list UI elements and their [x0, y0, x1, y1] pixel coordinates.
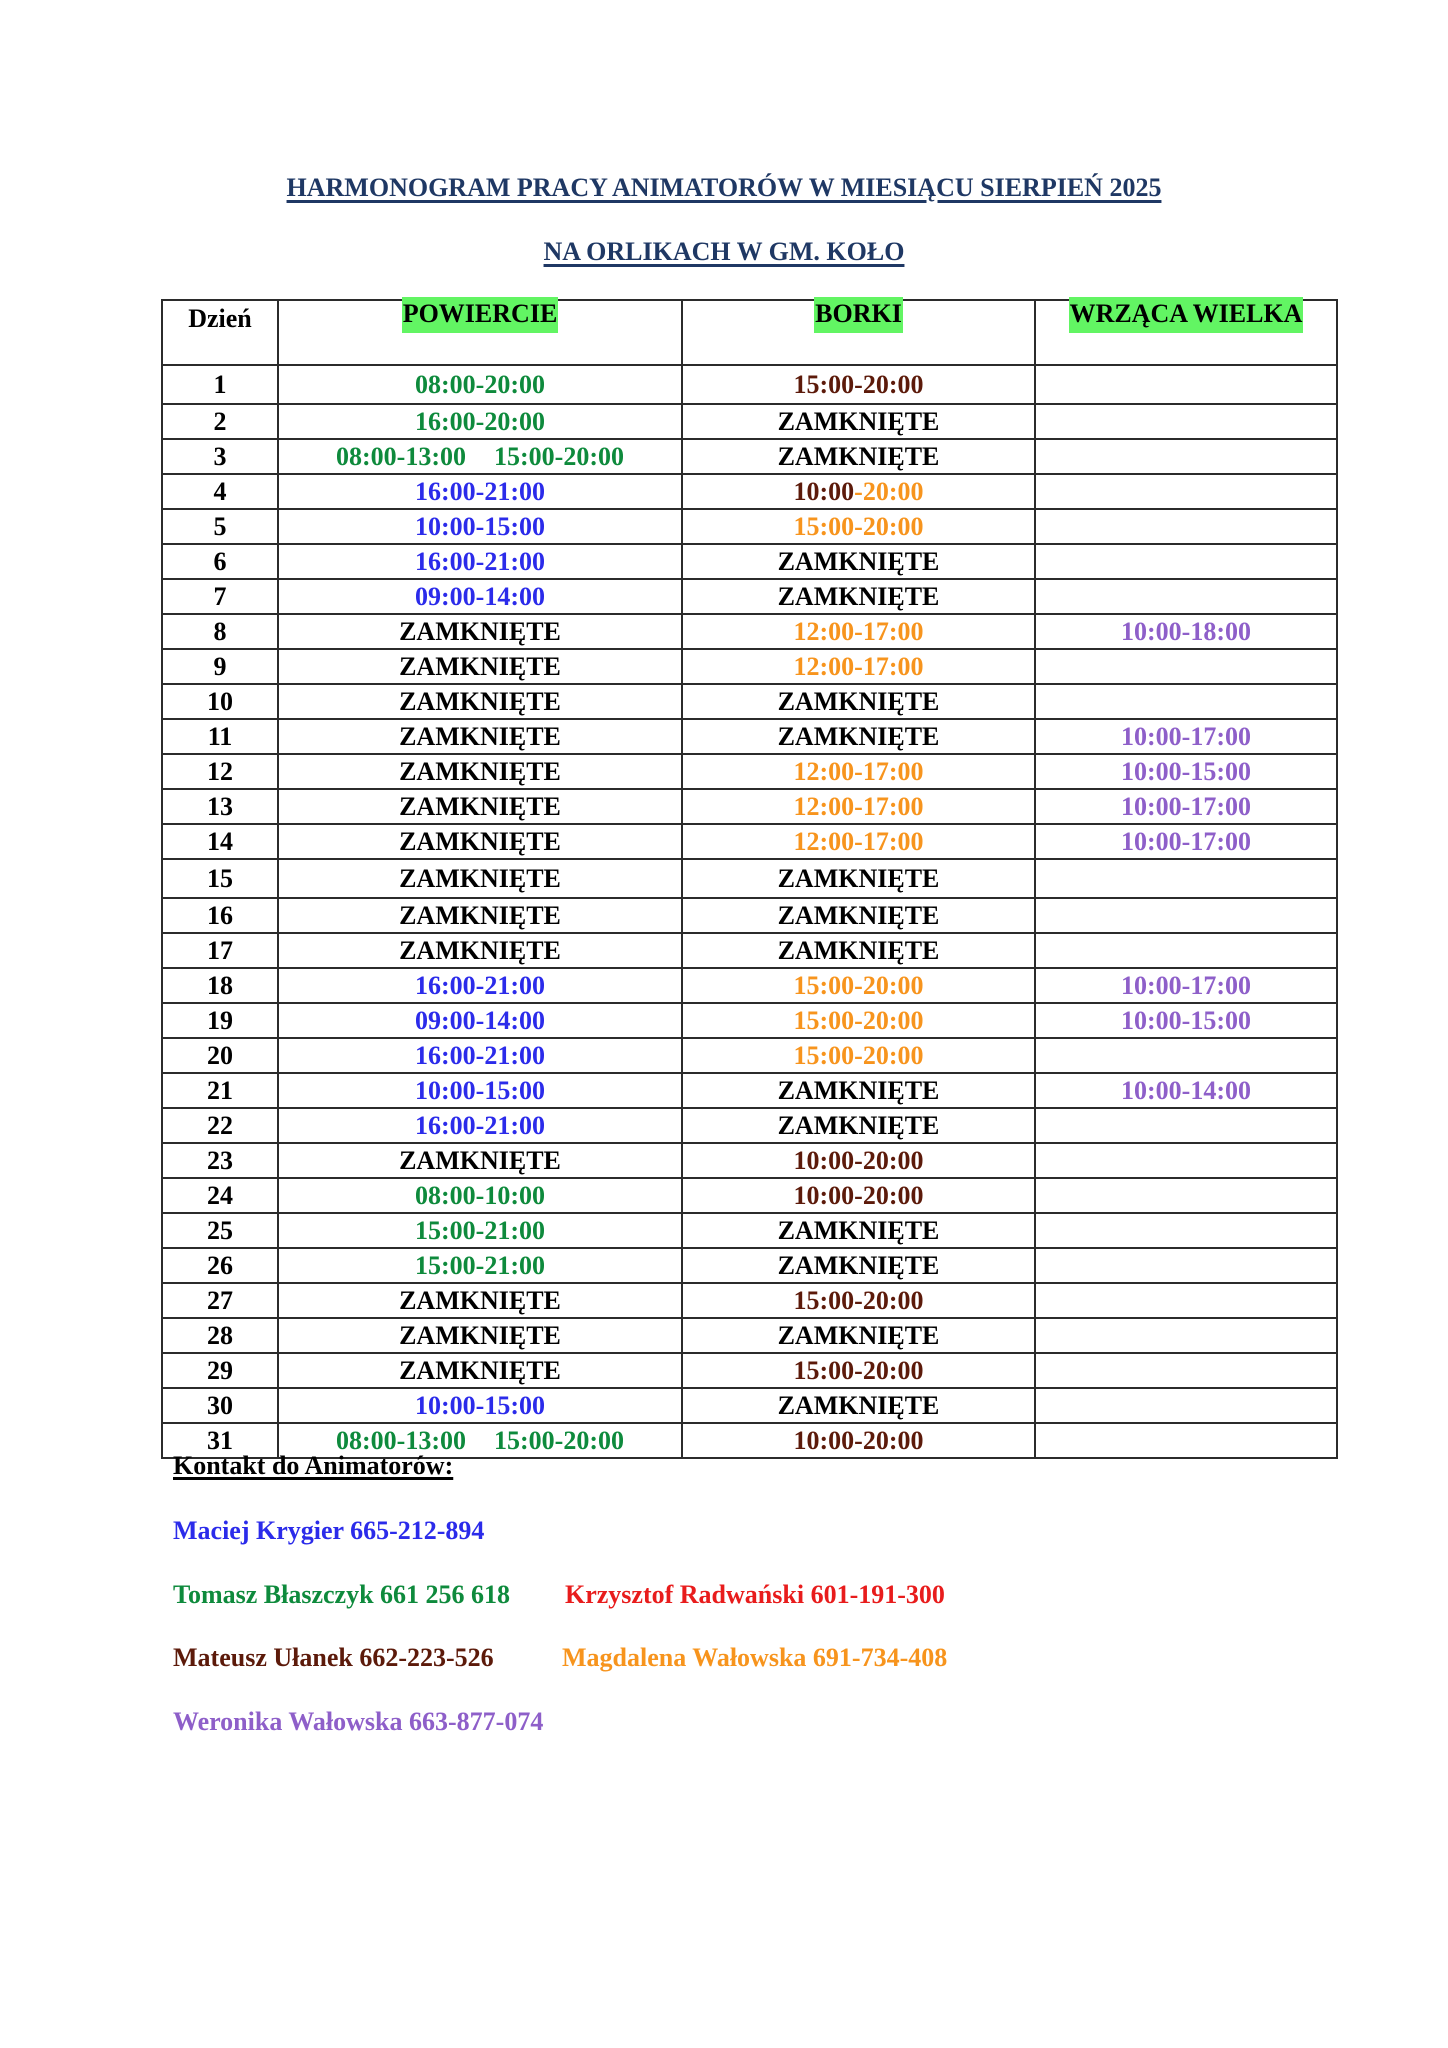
hours-label: -20:00 — [854, 476, 924, 506]
hours-label: 09:00-14:00 — [415, 1005, 545, 1035]
hours-label: 10:00-15:00 — [415, 1075, 545, 1105]
day-cell: 24 — [162, 1178, 278, 1213]
table-row — [162, 1283, 1337, 1318]
table-row — [162, 789, 1337, 824]
contact-entry — [173, 1643, 494, 1672]
powiercie-cell — [278, 719, 682, 754]
hours-label: 10:00-18:00 — [1121, 616, 1251, 646]
borki-cell — [682, 649, 1035, 684]
powiercie-cell — [278, 1318, 682, 1353]
closed-label: ZAMKNIĘTE — [777, 935, 940, 965]
borki-cell — [682, 1073, 1035, 1108]
contact-phone: 665-212-894 — [350, 1516, 485, 1545]
table-row — [162, 1213, 1337, 1248]
day-cell: 19 — [162, 1003, 278, 1038]
closed-label: ZAMKNIĘTE — [399, 826, 561, 856]
powiercie-cell — [278, 1178, 682, 1213]
wrzaca-cell — [1035, 1318, 1337, 1353]
contact-name: Magdalena Wałowska — [562, 1643, 813, 1672]
hours-label: 10:00-17:00 — [1121, 826, 1251, 856]
day-cell: 27 — [162, 1283, 278, 1318]
closed-label: ZAMKNIĘTE — [777, 1075, 940, 1105]
hours-label: 08:00-13:00 — [336, 441, 466, 471]
table-row — [162, 1003, 1337, 1038]
table-row — [162, 1108, 1337, 1143]
borki-cell — [682, 1178, 1035, 1213]
wrzaca-cell — [1035, 614, 1337, 649]
borki-cell — [682, 824, 1035, 859]
closed-label: ZAMKNIĘTE — [399, 1320, 561, 1350]
powiercie-cell — [278, 1353, 682, 1388]
day-cell: 22 — [162, 1108, 278, 1143]
hours-label: 15:00-20:00 — [793, 369, 924, 399]
header-row — [162, 300, 1337, 365]
wrzaca-cell — [1035, 1003, 1337, 1038]
contacts-heading: Kontakt do Animatorów: — [173, 1451, 454, 1480]
day-cell: 23 — [162, 1143, 278, 1178]
hours-label: 15:00-20:00 — [793, 1285, 924, 1315]
contact-phone: 691-734-408 — [812, 1643, 948, 1672]
hours-label: 09:00-14:00 — [415, 581, 545, 611]
powiercie-cell — [278, 1108, 682, 1143]
closed-label: ZAMKNIĘTE — [399, 616, 561, 646]
borki-cell — [682, 1283, 1035, 1318]
borki-cell — [682, 1108, 1035, 1143]
powiercie-cell — [278, 1038, 682, 1073]
wrzaca-cell — [1035, 898, 1337, 933]
day-cell: 21 — [162, 1073, 278, 1108]
day-cell: 9 — [162, 649, 278, 684]
hours-label: 10:00-15:00 — [1121, 1005, 1251, 1035]
page-title — [0, 173, 1448, 203]
closed-label: ZAMKNIĘTE — [399, 1145, 561, 1175]
contact-entry — [565, 1580, 945, 1610]
closed-label: ZAMKNIĘTE — [777, 721, 940, 751]
day-cell: 6 — [162, 544, 278, 579]
powiercie-cell — [278, 365, 682, 404]
hours-label: 10:00-20:00 — [793, 1180, 924, 1210]
wrzaca-cell — [1035, 404, 1337, 439]
powiercie-cell — [278, 1003, 682, 1038]
borki-cell — [682, 365, 1035, 404]
day-cell: 13 — [162, 789, 278, 824]
closed-label: ZAMKNIĘTE — [399, 756, 561, 786]
contact-name: Krzysztof Radwański — [565, 1580, 811, 1609]
header-powiercie-label: POWIERCIE — [402, 297, 559, 333]
closed-label: ZAMKNIĘTE — [399, 791, 561, 821]
wrzaca-cell — [1035, 579, 1337, 614]
hours-label: 15:00-20:00 — [793, 511, 924, 541]
day-cell: 17 — [162, 933, 278, 968]
closed-label: ZAMKNIĘTE — [777, 441, 940, 471]
table-row — [162, 859, 1337, 898]
borki-cell — [682, 1353, 1035, 1388]
wrzaca-cell — [1035, 933, 1337, 968]
borki-cell — [682, 404, 1035, 439]
borki-cell — [682, 439, 1035, 474]
day-cell: 29 — [162, 1353, 278, 1388]
hours-label: 10:00-15:00 — [415, 1390, 545, 1420]
contact-entry — [173, 1516, 484, 1545]
hours-label: 12:00-17:00 — [793, 616, 924, 646]
hours-label: 10:00-14:00 — [1121, 1075, 1251, 1105]
borki-cell — [682, 1388, 1035, 1423]
wrzaca-cell — [1035, 439, 1337, 474]
table-row — [162, 614, 1337, 649]
closed-label: ZAMKNIĘTE — [777, 863, 940, 893]
powiercie-cell — [278, 789, 682, 824]
wrzaca-cell — [1035, 968, 1337, 1003]
contact-line — [173, 1516, 484, 1546]
powiercie-cell — [278, 614, 682, 649]
contact-phone: 662-223-526 — [359, 1643, 494, 1672]
schedule-table — [161, 299, 1338, 1459]
table-row — [162, 544, 1337, 579]
wrzaca-cell — [1035, 509, 1337, 544]
wrzaca-cell — [1035, 1248, 1337, 1283]
hours-label: 10:00-20:00 — [793, 1425, 924, 1455]
borki-cell — [682, 614, 1035, 649]
powiercie-cell — [278, 1388, 682, 1423]
hours-label: 10:00-17:00 — [1121, 791, 1251, 821]
table-row — [162, 1248, 1337, 1283]
header-day-label: Dzień — [188, 304, 252, 333]
closed-label: ZAMKNIĘTE — [399, 651, 561, 681]
table-row — [162, 1388, 1337, 1423]
hours-label: 10:00-20:00 — [793, 1145, 924, 1175]
powiercie-cell — [278, 1248, 682, 1283]
closed-label: ZAMKNIĘTE — [777, 1250, 940, 1280]
wrzaca-cell — [1035, 719, 1337, 754]
wrzaca-cell — [1035, 1213, 1337, 1248]
wrzaca-cell — [1035, 859, 1337, 898]
closed-label: ZAMKNIĘTE — [777, 1110, 940, 1140]
wrzaca-cell — [1035, 649, 1337, 684]
hours-label: 15:00-20:00 — [494, 441, 624, 471]
day-cell: 28 — [162, 1318, 278, 1353]
borki-cell — [682, 859, 1035, 898]
hours-label: 12:00-17:00 — [793, 651, 924, 681]
day-cell: 7 — [162, 579, 278, 614]
header-borki — [682, 300, 1035, 365]
table-row — [162, 1073, 1337, 1108]
hours-label: 10:00-17:00 — [1121, 970, 1251, 1000]
table-row — [162, 404, 1337, 439]
header-day — [162, 300, 278, 365]
powiercie-cell — [278, 1283, 682, 1318]
wrzaca-cell — [1035, 1073, 1337, 1108]
wrzaca-cell — [1035, 365, 1337, 404]
hours-label: 15:00-20:00 — [793, 1355, 924, 1385]
wrzaca-cell — [1035, 474, 1337, 509]
closed-label: ZAMKNIĘTE — [399, 1285, 561, 1315]
table-row — [162, 365, 1337, 404]
table-row — [162, 474, 1337, 509]
closed-label: ZAMKNIĘTE — [399, 863, 561, 893]
contact-name: Tomasz Błaszczyk — [173, 1580, 381, 1609]
header-wrzaca-wielka — [1035, 300, 1337, 365]
hours-label: 10:00-17:00 — [1121, 721, 1251, 751]
powiercie-cell — [278, 439, 682, 474]
table-row — [162, 968, 1337, 1003]
wrzaca-cell — [1035, 1108, 1337, 1143]
day-cell: 14 — [162, 824, 278, 859]
table-row — [162, 754, 1337, 789]
day-cell: 16 — [162, 898, 278, 933]
wrzaca-cell — [1035, 1038, 1337, 1073]
wrzaca-cell — [1035, 1388, 1337, 1423]
wrzaca-cell — [1035, 1283, 1337, 1318]
powiercie-cell — [278, 649, 682, 684]
closed-label: ZAMKNIĘTE — [399, 686, 561, 716]
day-cell: 20 — [162, 1038, 278, 1073]
hours-label: 10:00-15:00 — [415, 511, 545, 541]
day-cell: 30 — [162, 1388, 278, 1423]
table-row — [162, 1143, 1337, 1178]
closed-label: ZAMKNIĘTE — [777, 546, 940, 576]
contact-entry — [562, 1643, 947, 1673]
closed-label: ZAMKNIĘTE — [399, 935, 561, 965]
table-row — [162, 824, 1337, 859]
powiercie-cell — [278, 824, 682, 859]
wrzaca-cell — [1035, 1143, 1337, 1178]
borki-cell — [682, 1318, 1035, 1353]
borki-cell — [682, 1003, 1035, 1038]
borki-cell — [682, 968, 1035, 1003]
closed-label: ZAMKNIĘTE — [777, 581, 940, 611]
borki-cell — [682, 474, 1035, 509]
table-row — [162, 933, 1337, 968]
hours-label: 12:00-17:00 — [793, 756, 924, 786]
day-cell: 25 — [162, 1213, 278, 1248]
wrzaca-cell — [1035, 1353, 1337, 1388]
powiercie-cell — [278, 968, 682, 1003]
table-row — [162, 719, 1337, 754]
page-subtitle — [0, 237, 1448, 267]
day-cell: 2 — [162, 404, 278, 439]
powiercie-cell — [278, 474, 682, 509]
day-cell: 12 — [162, 754, 278, 789]
table-row — [162, 649, 1337, 684]
contact-line — [173, 1643, 948, 1673]
day-cell: 8 — [162, 614, 278, 649]
powiercie-cell — [278, 579, 682, 614]
table-row — [162, 684, 1337, 719]
powiercie-cell — [278, 404, 682, 439]
powiercie-cell — [278, 754, 682, 789]
page-title-text: HARMONOGRAM PRACY ANIMATORÓW W MIESIĄCU SIERPIEŃ 2025 — [286, 173, 1162, 202]
contact-entry — [173, 1707, 543, 1736]
wrzaca-cell — [1035, 544, 1337, 579]
closed-label: ZAMKNIĘTE — [777, 1215, 940, 1245]
closed-label: ZAMKNIĘTE — [777, 1320, 940, 1350]
borki-cell — [682, 933, 1035, 968]
header-wrzaca-wielka-label: WRZĄCA WIELKA — [1069, 297, 1304, 333]
powiercie-cell — [278, 509, 682, 544]
table-row — [162, 439, 1337, 474]
borki-cell — [682, 579, 1035, 614]
borki-cell — [682, 898, 1035, 933]
contact-phone: 663-877-074 — [409, 1707, 544, 1736]
hours-label: 15:00-20:00 — [793, 1005, 924, 1035]
contact-name: Mateusz Ułanek — [173, 1643, 360, 1672]
hours-label: 08:00-10:00 — [415, 1180, 545, 1210]
day-cell: 11 — [162, 719, 278, 754]
powiercie-cell — [278, 1143, 682, 1178]
hours-label: 15:00-21:00 — [415, 1250, 545, 1280]
contact-line — [173, 1580, 945, 1610]
table-row — [162, 1038, 1337, 1073]
closed-label: ZAMKNIĘTE — [399, 721, 561, 751]
contact-entry — [173, 1580, 510, 1609]
closed-label: ZAMKNIĘTE — [399, 1355, 561, 1385]
hours-label: 16:00-21:00 — [415, 970, 545, 1000]
powiercie-cell — [278, 544, 682, 579]
hours-label: 16:00-21:00 — [415, 476, 545, 506]
hours-label: 15:00-20:00 — [793, 970, 924, 1000]
borki-cell — [682, 544, 1035, 579]
day-cell: 31 — [162, 1423, 278, 1458]
borki-cell — [682, 754, 1035, 789]
day-cell: 26 — [162, 1248, 278, 1283]
hours-label: 16:00-20:00 — [415, 406, 545, 436]
borki-cell — [682, 509, 1035, 544]
day-cell: 4 — [162, 474, 278, 509]
hours-label: 10:00 — [793, 476, 855, 506]
day-cell: 10 — [162, 684, 278, 719]
closed-label: ZAMKNIĘTE — [777, 406, 940, 436]
schedule-body — [162, 365, 1337, 1458]
day-cell: 3 — [162, 439, 278, 474]
table-row — [162, 1353, 1337, 1388]
header-powiercie — [278, 300, 682, 365]
borki-cell — [682, 1038, 1035, 1073]
contact-phone: 661 256 618 — [380, 1580, 511, 1609]
wrzaca-cell — [1035, 754, 1337, 789]
hours-label: 15:00-21:00 — [415, 1215, 545, 1245]
powiercie-cell — [278, 684, 682, 719]
contact-line — [173, 1707, 543, 1737]
hours-label: 08:00-13:00 — [336, 1425, 466, 1455]
borki-cell — [682, 789, 1035, 824]
wrzaca-cell — [1035, 1423, 1337, 1458]
day-cell: 5 — [162, 509, 278, 544]
header-borki-label: BORKI — [814, 297, 903, 333]
contact-name: Maciej Krygier — [173, 1516, 351, 1545]
borki-cell — [682, 1248, 1035, 1283]
wrzaca-cell — [1035, 684, 1337, 719]
powiercie-cell — [278, 933, 682, 968]
borki-cell — [682, 1213, 1035, 1248]
table-row — [162, 1178, 1337, 1213]
table-row — [162, 509, 1337, 544]
hours-label: 10:00-15:00 — [1121, 756, 1251, 786]
table-row — [162, 898, 1337, 933]
closed-label: ZAMKNIĘTE — [399, 900, 561, 930]
closed-label: ZAMKNIĘTE — [777, 900, 940, 930]
hours-label: 08:00-20:00 — [415, 369, 545, 399]
closed-label: ZAMKNIĘTE — [777, 1390, 940, 1420]
hours-label: 12:00-17:00 — [793, 791, 924, 821]
closed-label: ZAMKNIĘTE — [777, 686, 940, 716]
powiercie-cell — [278, 859, 682, 898]
wrzaca-cell — [1035, 789, 1337, 824]
wrzaca-cell — [1035, 824, 1337, 859]
powiercie-cell — [278, 898, 682, 933]
hours-label: 16:00-21:00 — [415, 546, 545, 576]
borki-cell — [682, 1423, 1035, 1458]
day-cell: 1 — [162, 365, 278, 404]
hours-label: 12:00-17:00 — [793, 826, 924, 856]
day-cell: 18 — [162, 968, 278, 1003]
hours-label: 16:00-21:00 — [415, 1110, 545, 1140]
powiercie-cell — [278, 1213, 682, 1248]
page-subtitle-text: NA ORLIKACH W GM. KOŁO — [543, 237, 905, 266]
borki-cell — [682, 719, 1035, 754]
table-row — [162, 579, 1337, 614]
contact-name: Weronika Wałowska — [173, 1707, 409, 1736]
borki-cell — [682, 1143, 1035, 1178]
wrzaca-cell — [1035, 1178, 1337, 1213]
powiercie-cell — [278, 1073, 682, 1108]
hours-label: 16:00-21:00 — [415, 1040, 545, 1070]
hours-label: 15:00-20:00 — [494, 1425, 624, 1455]
borki-cell — [682, 684, 1035, 719]
hours-label: 15:00-20:00 — [793, 1040, 924, 1070]
contact-phone: 601-191-300 — [810, 1580, 945, 1609]
table-row — [162, 1318, 1337, 1353]
day-cell: 15 — [162, 859, 278, 898]
